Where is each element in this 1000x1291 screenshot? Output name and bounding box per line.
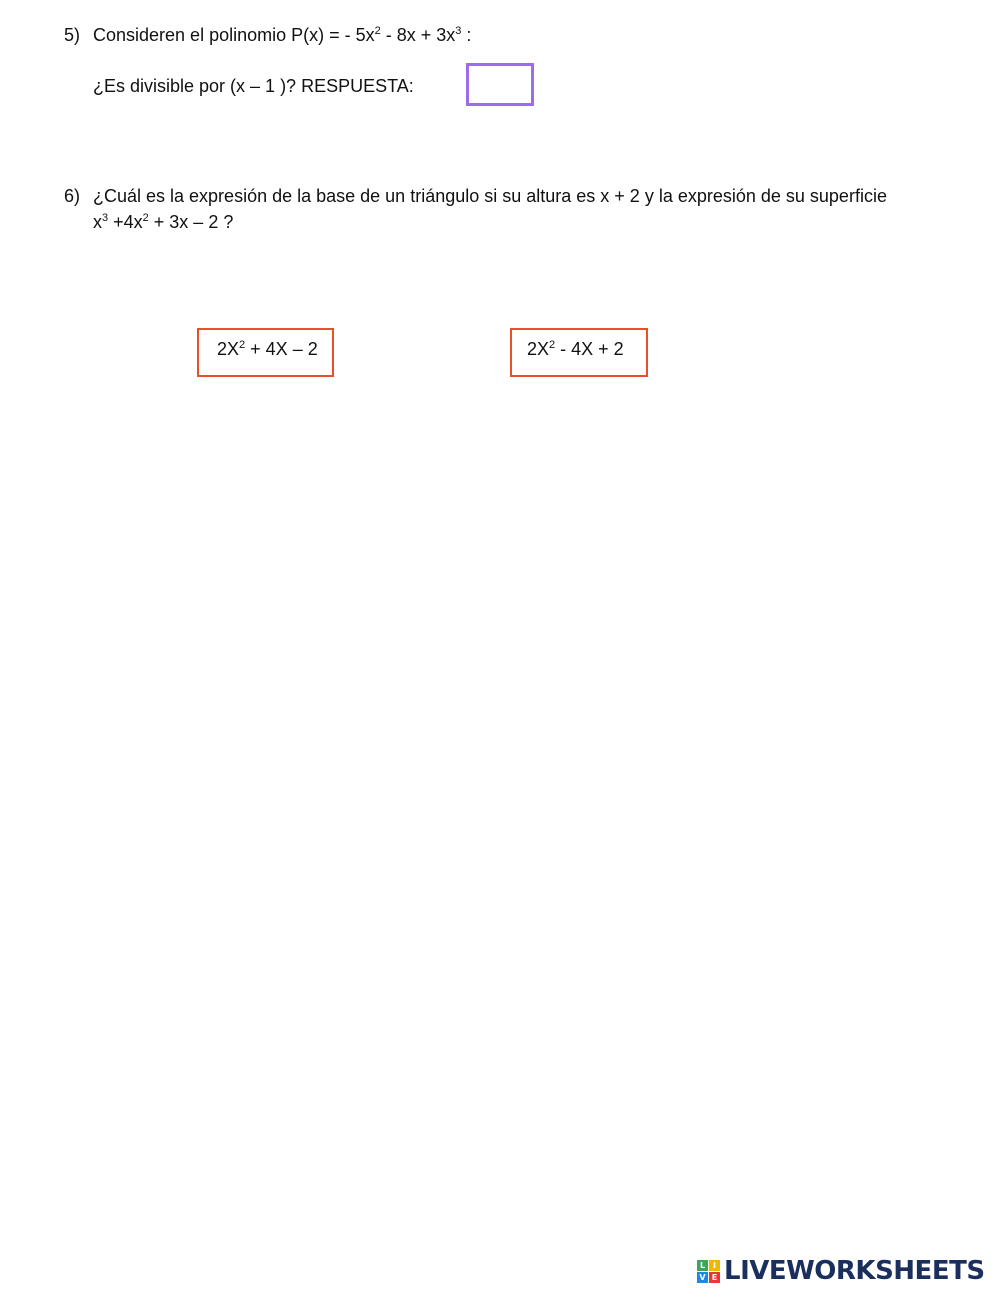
question-6-l2-exp2: 2 <box>142 212 149 224</box>
question-6-line-2 <box>93 211 233 233</box>
option-2-exp: 2 <box>549 339 556 351</box>
logo-text: LIVEWORKSHEETS <box>724 1256 985 1286</box>
question-6-line-1: ¿Cuál es la expresión de la base de un triángulo si su altura es x + 2 y la expresión de su superficie <box>93 186 887 206</box>
liveworksheets-logo <box>697 1256 985 1286</box>
option-1-exp: 2 <box>239 339 246 351</box>
answer-input-box[interactable] <box>466 63 534 106</box>
option-2-label <box>527 338 624 360</box>
option-1-base: 2X <box>217 339 240 359</box>
question-5-end: : <box>461 25 472 45</box>
option-2-rest: - 4X + 2 <box>555 339 624 359</box>
question-6-l2-exp1: 3 <box>102 212 109 224</box>
question-5-statement <box>93 24 471 46</box>
question-6-l2-a: x <box>93 212 102 232</box>
question-5-mid: - 8x + 3x <box>380 25 456 45</box>
logo-letter-l: L <box>697 1260 708 1271</box>
question-5-exp1: 2 <box>374 25 381 37</box>
logo-letter-v: V <box>697 1272 708 1283</box>
question-5-intro: Consideren el polinomio P(x) = - 5x <box>93 25 375 45</box>
question-6-l2-c: + 3x – 2 ? <box>148 212 234 232</box>
logo-letter-i: I <box>709 1260 720 1271</box>
option-1-rest: + 4X – 2 <box>245 339 318 359</box>
question-5-number: 5) <box>64 25 81 45</box>
question-5-prompt: ¿Es divisible por (x – 1 )? RESPUESTA: <box>93 76 414 96</box>
liveworksheets-logo-icon <box>697 1260 720 1283</box>
logo-letter-e: E <box>709 1272 720 1283</box>
question-5-exp2: 3 <box>455 25 462 37</box>
question-6-l2-b: +4x <box>108 212 143 232</box>
option-1-label <box>217 338 318 360</box>
question-6-number: 6) <box>64 186 81 206</box>
option-2-base: 2X <box>527 339 550 359</box>
